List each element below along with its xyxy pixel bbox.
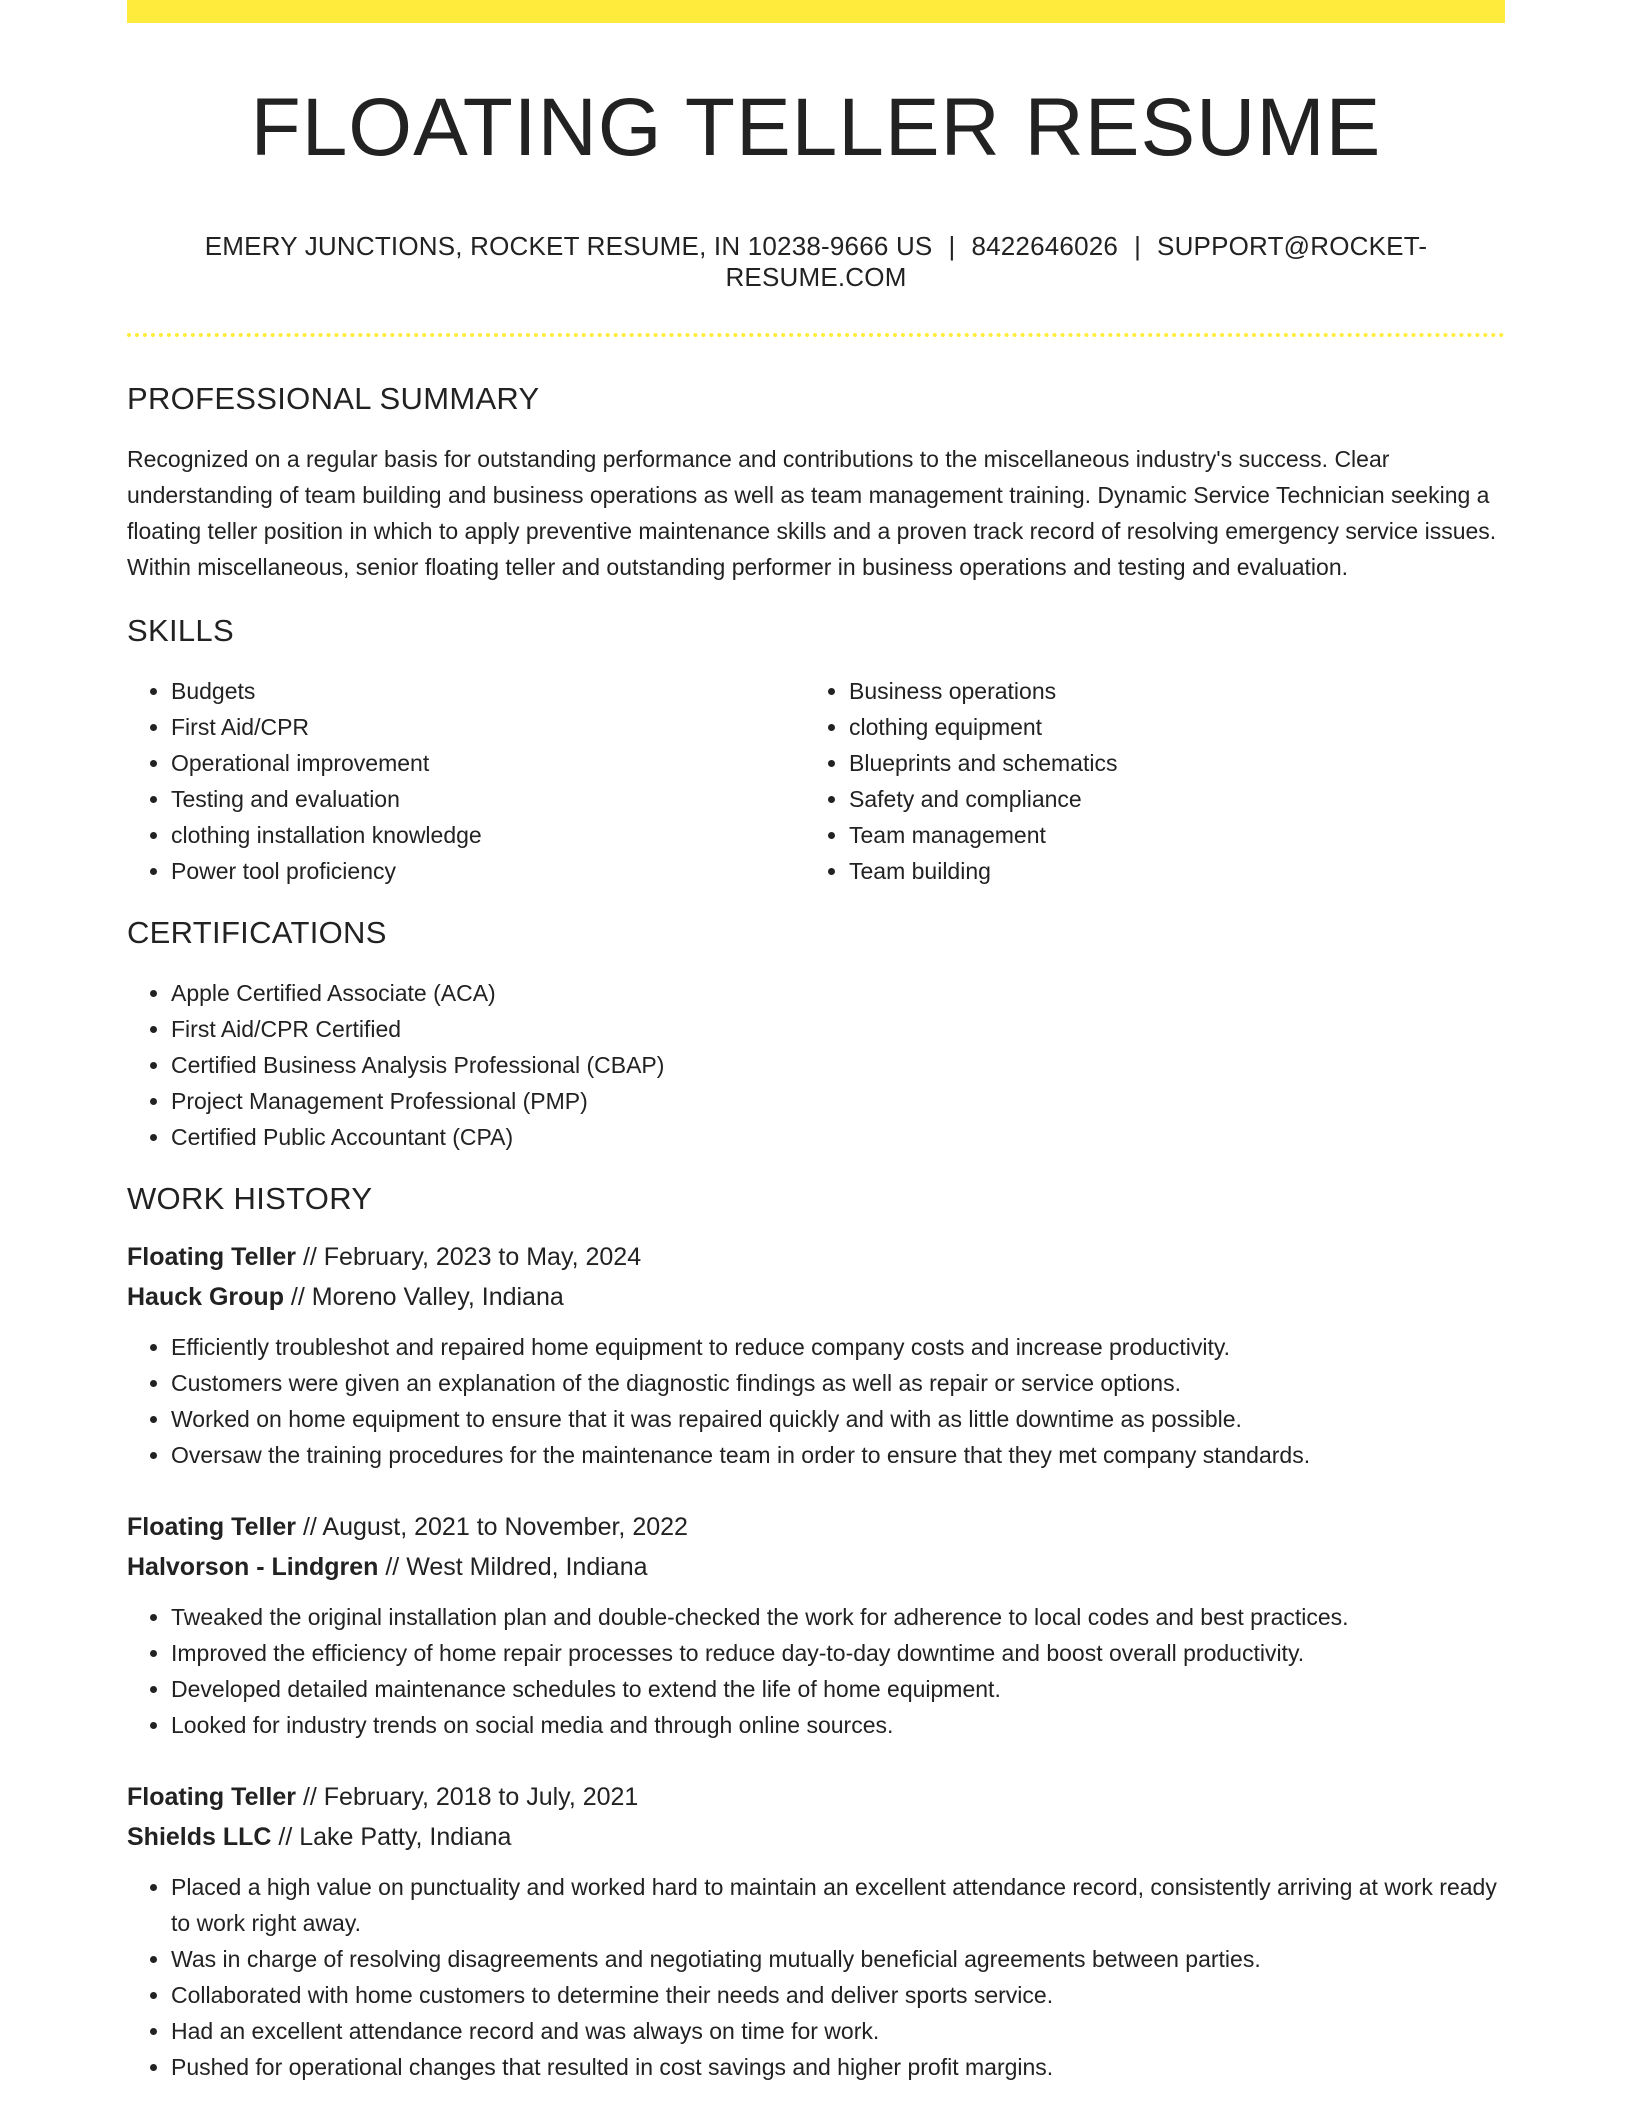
job-bullet: • Customers were given an explanation of the diagnostic findings as well as repair or service options. [171,1365,1505,1401]
certifications-heading: CERTIFICATIONS [127,915,387,951]
skills-list-left [127,673,805,889]
job-bullet: • Collaborated with home customers to determine their needs and deliver sports service. [171,1977,1505,2013]
job-title: Floating Teller [127,1243,296,1272]
job-bullets [127,1869,1505,2085]
job-company-line [127,1277,1505,1317]
job-bullet: • Efficiently troubleshot and repaired home equipment to reduce company costs and increase productivity. [171,1329,1505,1365]
skills-grid [127,673,1505,889]
contact-separator: | [948,231,956,262]
resume-title: FLOATING TELLER RESUME [250,82,1382,173]
contact-address: EMERY JUNCTIONS, ROCKET RESUME, IN 10238-9666 US [204,231,933,262]
skill-item: • clothing equipment [849,709,1483,745]
job-dates: // August, 2021 to November, 2022 [296,1513,688,1542]
job-company: Hauck Group [127,1283,284,1312]
job-bullet: • Worked on home equipment to ensure that it was repaired quickly and with as little downtime as possible. [171,1401,1505,1437]
resume-page [127,0,1505,2085]
job-bullet: • Looked for industry trends on social media and through online sources. [171,1707,1505,1743]
contact-line [127,231,1505,293]
job-entry [127,1507,1505,1743]
job-location: // West Mildred, Indiana [378,1553,648,1582]
work-history-heading: WORK HISTORY [127,1181,373,1217]
job-company: Halvorson - Lindgren [127,1553,379,1582]
certification-item: • First Aid/CPR Certified [171,1011,1505,1047]
skill-item: • Operational improvement [171,745,805,781]
job-company-line [127,1547,1505,1587]
skill-item: • clothing installation knowledge [171,817,805,853]
job-bullet: • Placed a high value on punctuality and worked hard to maintain an excellent attendance record, consistently arriving at work ready to work right away. [171,1869,1505,1941]
job-bullet: • Developed detailed maintenance schedules to extend the life of home equipment. [171,1671,1505,1707]
job-title: Floating Teller [127,1783,296,1812]
job-entry [127,1777,1505,2085]
skill-item: • Business operations [849,673,1483,709]
skill-item: • Power tool proficiency [171,853,805,889]
job-entry [127,1237,1505,1473]
summary-text: Recognized on a regular basis for outstanding performance and contributions to the miscellaneous industry's success. Clear understanding of team building and business operations as well as team management training. Dynamic Service Technician seeking a floating teller position in which to apply preventive maintenance skills and a proven track record of resolving emergency service issues. Within miscellaneous, senior floating teller and outstanding performer in business operations and testing and evaluation. [127,446,1497,581]
job-bullets [127,1599,1505,1743]
certifications-list [127,975,1505,1155]
job-company-line [127,1817,1505,1857]
skills-column-right [805,673,1483,889]
job-bullet: • Pushed for operational changes that resulted in cost savings and higher profit margins. [171,2049,1505,2085]
contact-email: SUPPORT@ROCKET-RESUME.COM [725,231,1428,293]
skill-item: • First Aid/CPR [171,709,805,745]
job-dates: // February, 2018 to July, 2021 [296,1783,639,1812]
skills-list-right [805,673,1483,889]
job-company: Shields LLC [127,1823,272,1852]
skills-heading: SKILLS [127,613,234,649]
skill-item: • Blueprints and schematics [849,745,1483,781]
job-bullets [127,1329,1505,1473]
skills-column-left [127,673,805,889]
contact-phone: 8422646026 [971,231,1119,262]
skill-item: • Safety and compliance [849,781,1483,817]
certification-item: • Project Management Professional (PMP) [171,1083,1505,1119]
job-bullet: • Improved the efficiency of home repair processes to reduce day-to-day downtime and boost overall productivity. [171,1635,1505,1671]
job-bullet: • Had an excellent attendance record and was always on time for work. [171,2013,1505,2049]
skill-item: • Budgets [171,673,805,709]
summary-heading: PROFESSIONAL SUMMARY [127,381,540,417]
job-title-line [127,1237,1505,1277]
top-accent-bar [127,0,1505,23]
job-location: // Lake Patty, Indiana [271,1823,512,1852]
certification-item: • Apple Certified Associate (ACA) [171,975,1505,1011]
job-location: // Moreno Valley, Indiana [283,1283,564,1312]
certification-item: • Certified Business Analysis Professional (CBAP) [171,1047,1505,1083]
certification-item: • Certified Public Accountant (CPA) [171,1119,1505,1155]
skill-item: • Team management [849,817,1483,853]
skill-item: • Testing and evaluation [171,781,805,817]
skill-item: • Team building [849,853,1483,889]
job-title-line [127,1777,1505,1817]
job-title: Floating Teller [127,1513,296,1542]
job-dates: // February, 2023 to May, 2024 [296,1243,642,1272]
job-title-line [127,1507,1505,1547]
header-divider [127,333,1505,337]
job-bullet: • Was in charge of resolving disagreements and negotiating mutually beneficial agreements between parties. [171,1941,1505,1977]
contact-separator: | [1134,231,1142,262]
job-bullet: • Tweaked the original installation plan and double-checked the work for adherence to local codes and best practices. [171,1599,1505,1635]
job-bullet: • Oversaw the training procedures for the maintenance team in order to ensure that they met company standards. [171,1437,1505,1473]
